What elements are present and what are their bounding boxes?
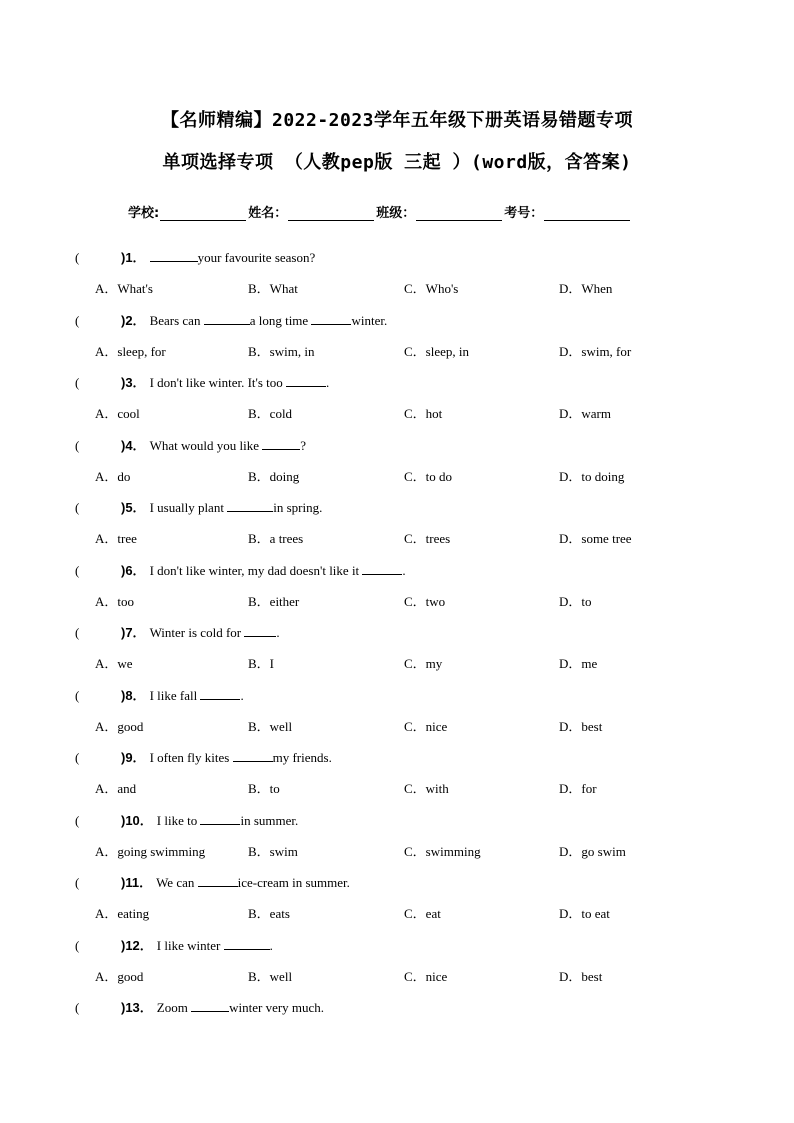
- question-number: )6．: [121, 562, 146, 578]
- stem-text: Zoom: [156, 1000, 192, 1015]
- question-stem: [150, 688, 244, 703]
- stem-text: ?: [300, 437, 306, 453]
- option-a[interactable]: A．we: [95, 656, 133, 671]
- question-number: )9．: [121, 750, 146, 765]
- question-number: )10．: [121, 812, 153, 828]
- option-b[interactable]: B．What: [248, 281, 298, 296]
- answer-bracket[interactable]: (: [75, 812, 80, 828]
- fill-blank: [244, 624, 276, 637]
- option-b[interactable]: B．doing: [248, 468, 300, 484]
- option-d[interactable]: D．best: [559, 718, 603, 734]
- question-row: [75, 499, 322, 517]
- question-row: [75, 562, 406, 580]
- option-d[interactable]: D．me: [559, 656, 598, 671]
- option-b[interactable]: B．swim, in: [248, 343, 315, 359]
- exam-number-blank[interactable]: [544, 207, 630, 221]
- option-a[interactable]: A．eating: [95, 906, 150, 921]
- stem-text: .: [276, 625, 280, 640]
- answer-bracket[interactable]: (: [75, 562, 80, 578]
- question-number: )12．: [121, 937, 153, 953]
- question-row: [75, 874, 350, 892]
- stem-text: .: [402, 562, 406, 578]
- option-c[interactable]: C．Who's: [404, 281, 459, 296]
- stem-text: in spring.: [273, 500, 323, 515]
- option-d[interactable]: D．to eat: [559, 906, 610, 921]
- stem-text: I usually plant: [149, 500, 228, 515]
- option-a[interactable]: A．do: [95, 468, 131, 484]
- question-stem: [157, 938, 273, 953]
- class-blank[interactable]: [416, 207, 502, 221]
- stem-text: I don't like winter. It's too: [149, 375, 287, 390]
- question-stem: [150, 438, 306, 453]
- student-info-row: [128, 202, 632, 221]
- question-stem: [156, 875, 350, 890]
- answer-bracket[interactable]: (: [75, 750, 80, 765]
- fill-blank: [204, 312, 250, 325]
- option-c[interactable]: C．two: [404, 593, 446, 609]
- option-d[interactable]: D．some tree: [559, 531, 632, 546]
- stem-text: in summer.: [240, 812, 299, 828]
- option-a[interactable]: A．too: [95, 593, 135, 609]
- stem-text: my friends.: [272, 750, 332, 765]
- question-number: )3．: [121, 375, 146, 390]
- option-b[interactable]: B．to: [248, 781, 280, 796]
- option-c[interactable]: C．my: [404, 656, 443, 671]
- stem-text: winter.: [351, 312, 388, 328]
- option-c[interactable]: C．sleep, in: [404, 343, 469, 359]
- stem-text: .: [269, 937, 273, 953]
- question-row: [75, 624, 280, 642]
- answer-bracket[interactable]: (: [75, 1000, 80, 1015]
- option-d[interactable]: D．When: [559, 281, 613, 296]
- question-row: [75, 812, 298, 830]
- question-number: )5．: [121, 500, 146, 515]
- document-title-line-1: 【名师精编】2022-2023学年五年级下册英语易错题专项: [160, 110, 634, 131]
- option-b[interactable]: B．well: [248, 968, 293, 984]
- option-a[interactable]: A．tree: [95, 531, 137, 546]
- fill-blank: [262, 437, 300, 450]
- question-stem: [157, 1000, 324, 1015]
- question-stem: [150, 375, 330, 390]
- question-row: [75, 249, 315, 267]
- question-row: [75, 937, 273, 955]
- option-a[interactable]: A．good: [95, 718, 144, 734]
- answer-bracket[interactable]: (: [75, 375, 80, 390]
- option-d[interactable]: D．for: [559, 781, 597, 796]
- stem-text: winter very much.: [229, 1000, 325, 1015]
- fill-blank: [227, 499, 273, 512]
- stem-text: What would you like: [149, 437, 263, 453]
- question-number: )1．: [121, 250, 146, 265]
- stem-text: Winter is cold for: [149, 625, 245, 640]
- name-label: 姓名：: [248, 206, 288, 221]
- class-label: 班级：: [376, 206, 416, 221]
- option-d[interactable]: D．warm: [559, 406, 611, 421]
- fill-blank: [200, 687, 240, 700]
- option-b[interactable]: B．either: [248, 593, 300, 609]
- stem-text: .: [326, 375, 330, 390]
- question-number: )2．: [121, 312, 146, 328]
- fill-blank: [198, 874, 238, 887]
- answer-bracket[interactable]: (: [75, 437, 80, 453]
- question-stem: [157, 813, 298, 828]
- exam-number-label: 考号：: [504, 206, 544, 221]
- option-b[interactable]: B．well: [248, 718, 293, 734]
- option-b[interactable]: B．swim: [248, 843, 298, 859]
- option-b[interactable]: B．a trees: [248, 531, 304, 546]
- option-b[interactable]: B．cold: [248, 406, 293, 421]
- option-d[interactable]: D．swim, for: [559, 343, 632, 359]
- question-row: [75, 312, 387, 330]
- document-title-line-2: 单项选择专项 （人教pep版 三起 ）(word版，含答案): [162, 152, 632, 173]
- option-c[interactable]: C．eat: [404, 906, 441, 921]
- option-d[interactable]: D．to doing: [559, 468, 625, 484]
- school-blank[interactable]: [160, 207, 246, 221]
- fill-blank: [362, 562, 402, 575]
- option-a[interactable]: A．going swimming: [95, 843, 206, 859]
- stem-text: .: [240, 687, 244, 703]
- option-d[interactable]: D．best: [559, 968, 603, 984]
- question-stem: [150, 625, 280, 640]
- option-c[interactable]: C．to do: [404, 468, 453, 484]
- question-stem: [150, 750, 332, 765]
- option-c[interactable]: C．with: [404, 781, 449, 796]
- stem-text: ice-cream in summer.: [237, 875, 350, 890]
- option-b[interactable]: B．eats: [248, 906, 290, 921]
- stem-text: I like to: [156, 812, 201, 828]
- question-number: )7．: [121, 625, 146, 640]
- stem-text: I don't like winter, my dad doesn't like it: [149, 562, 363, 578]
- question-number: )13．: [121, 1000, 153, 1015]
- answer-bracket[interactable]: (: [75, 937, 80, 953]
- stem-text: a long time: [249, 312, 312, 328]
- stem-text: Bears can: [149, 312, 204, 328]
- stem-text: I like fall: [149, 687, 201, 703]
- question-number: )4．: [121, 437, 146, 453]
- answer-bracket[interactable]: (: [75, 875, 80, 890]
- option-c[interactable]: C．trees: [404, 531, 451, 546]
- question-row: [75, 374, 329, 392]
- answer-bracket[interactable]: (: [75, 312, 80, 328]
- school-label: 学校:: [128, 206, 160, 221]
- option-d[interactable]: D．go swim: [559, 843, 626, 859]
- option-c[interactable]: C．nice: [404, 968, 448, 984]
- option-b[interactable]: B．I: [248, 656, 275, 671]
- question-row: [75, 999, 324, 1017]
- option-d[interactable]: D．to: [559, 593, 592, 609]
- fill-blank: [311, 312, 351, 325]
- question-row: [75, 687, 244, 705]
- fill-blank: [233, 749, 273, 762]
- stem-text: your favourite season?: [197, 250, 316, 265]
- question-stem: [150, 500, 323, 515]
- stem-text: We can: [156, 875, 198, 890]
- option-c[interactable]: C．hot: [404, 406, 443, 421]
- fill-blank: [200, 812, 240, 825]
- option-a[interactable]: A．cool: [95, 406, 140, 421]
- fill-blank: [286, 374, 326, 387]
- answer-bracket[interactable]: (: [75, 500, 80, 515]
- answer-bracket[interactable]: (: [75, 250, 80, 265]
- option-c[interactable]: C．swimming: [404, 843, 481, 859]
- answer-bracket[interactable]: (: [75, 625, 80, 640]
- question-row: [75, 437, 306, 455]
- question-stem: [150, 563, 406, 578]
- stem-text: I often fly kites: [149, 750, 233, 765]
- fill-blank: [150, 249, 198, 262]
- question-stem: [150, 250, 316, 265]
- option-a[interactable]: A．sleep, for: [95, 343, 166, 359]
- option-a[interactable]: A．What's: [95, 281, 153, 296]
- stem-text: I like winter: [156, 937, 224, 953]
- question-number: )11．: [121, 875, 153, 890]
- fill-blank: [224, 937, 270, 950]
- answer-bracket[interactable]: (: [75, 687, 80, 703]
- question-stem: [150, 313, 388, 328]
- question-number: )8．: [121, 687, 146, 703]
- name-blank[interactable]: [288, 207, 374, 221]
- fill-blank: [191, 999, 229, 1012]
- question-row: [75, 749, 332, 767]
- option-a[interactable]: A．and: [95, 781, 137, 796]
- option-a[interactable]: A．good: [95, 968, 144, 984]
- option-c[interactable]: C．nice: [404, 718, 448, 734]
